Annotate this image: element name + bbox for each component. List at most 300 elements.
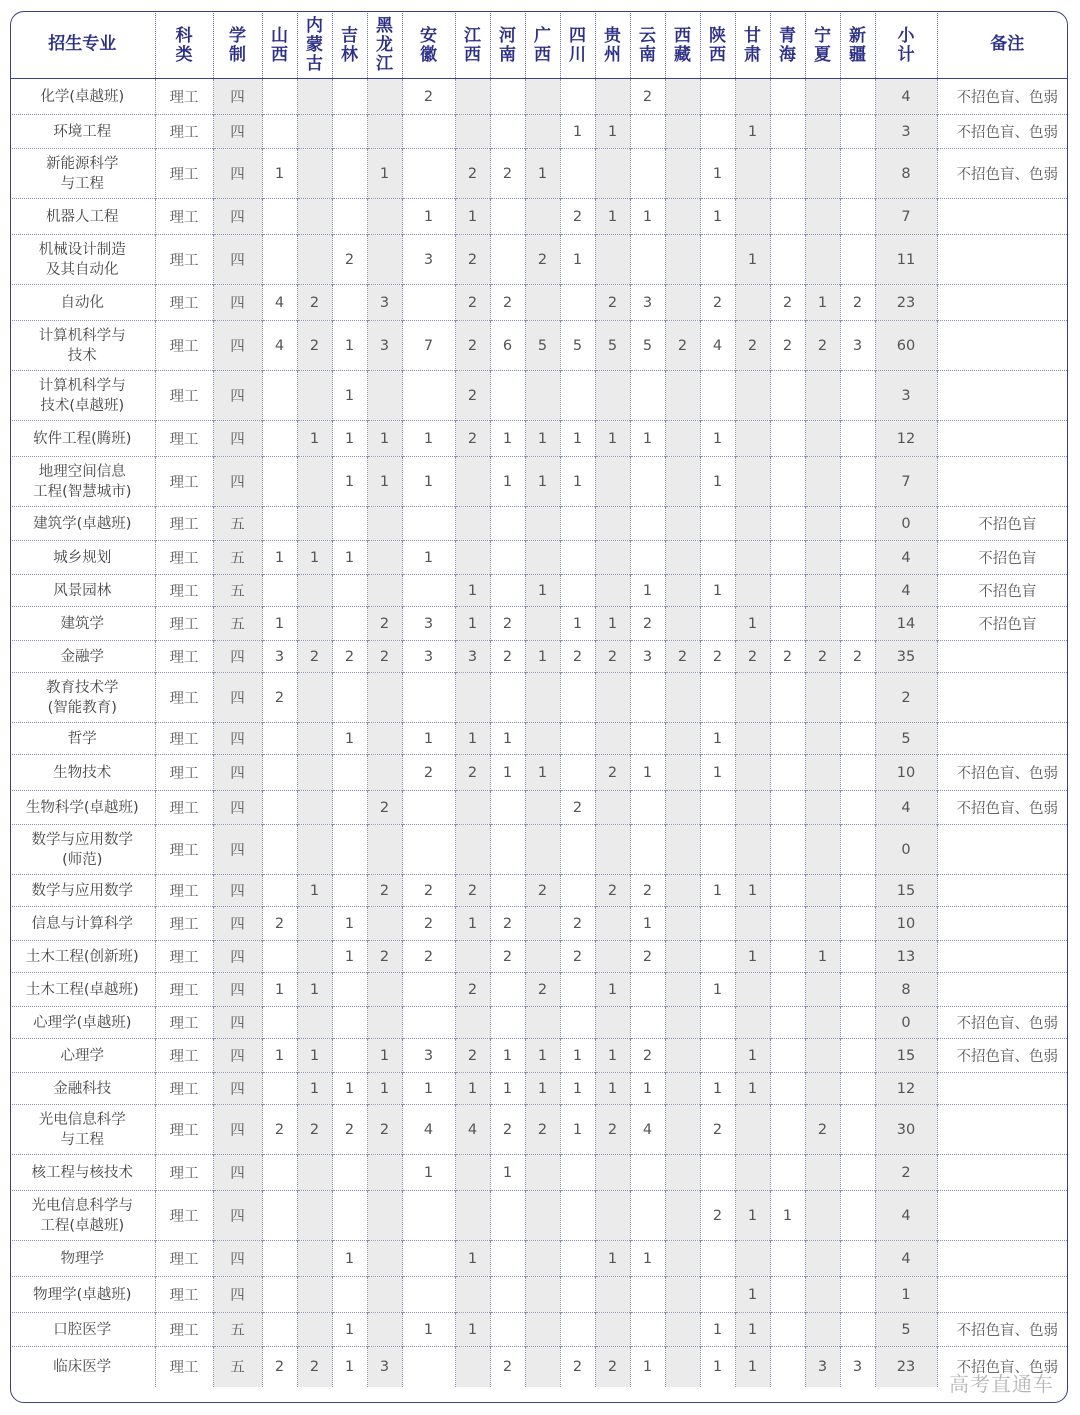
province-quota: 1: [490, 457, 525, 507]
major-name: 数学与应用数学 (师范): [10, 825, 155, 875]
province-quota: [490, 791, 525, 825]
province-quota: 1: [332, 907, 367, 941]
province-quota: 7: [402, 321, 455, 371]
major-name: 心理学(卓越班): [10, 1007, 155, 1039]
province-quota: [805, 575, 840, 607]
province-quota: [735, 199, 770, 235]
province-quota: [332, 507, 367, 541]
row-remark: 不招色盲、色弱: [937, 755, 1068, 791]
province-quota: 2: [595, 755, 630, 791]
province-quota: [367, 371, 402, 421]
province-quota: [630, 723, 665, 755]
province-quota: 2: [455, 1039, 490, 1073]
province-quota: [735, 507, 770, 541]
row-subtotal: 11: [875, 235, 937, 285]
row-remark: [937, 285, 1068, 321]
province-quota: 1: [332, 1347, 367, 1387]
study-duration: 五: [213, 541, 262, 575]
province-quota: 2: [525, 235, 560, 285]
major-name: 金融学: [10, 641, 155, 673]
enrollment-plan-table: [10, 11, 1068, 1387]
province-quota: [297, 1313, 332, 1347]
province-quota: 2: [297, 285, 332, 321]
subject-category: 理工: [155, 1191, 213, 1241]
province-quota: [700, 1277, 735, 1313]
study-duration: 四: [213, 1073, 262, 1105]
province-quota: [525, 791, 560, 825]
province-quota: 5: [595, 321, 630, 371]
province-quota: [455, 1277, 490, 1313]
province-quota: 1: [332, 371, 367, 421]
province-quota: [805, 507, 840, 541]
province-quota: [560, 755, 595, 791]
province-quota: [332, 199, 367, 235]
province-quota: 1: [630, 755, 665, 791]
province-quota: [455, 941, 490, 973]
row-subtotal: 5: [875, 723, 937, 755]
province-quota: [262, 371, 297, 421]
province-quota: 1: [262, 149, 297, 199]
row-remark: [937, 1073, 1068, 1105]
major-name: 机器人工程: [10, 199, 155, 235]
province-quota: [332, 79, 367, 115]
province-quota: [735, 755, 770, 791]
province-quota: [332, 1039, 367, 1073]
province-quota: [665, 673, 700, 723]
province-quota: 2: [297, 321, 332, 371]
province-quota: [665, 115, 700, 149]
province-quota: [665, 285, 700, 321]
table-row: [10, 321, 1068, 371]
province-quota: [455, 115, 490, 149]
subject-category: 理工: [155, 421, 213, 457]
province-quota: [490, 875, 525, 907]
province-quota: [262, 1241, 297, 1277]
province-quota: [367, 723, 402, 755]
row-subtotal: 8: [875, 973, 937, 1007]
province-quota: [402, 507, 455, 541]
province-quota: [297, 199, 332, 235]
province-quota: [735, 575, 770, 607]
province-quota: [665, 755, 700, 791]
province-quota: [455, 1347, 490, 1387]
province-quota: [367, 673, 402, 723]
province-quota: 2: [332, 1105, 367, 1155]
province-quota: 1: [332, 457, 367, 507]
province-quota: [560, 1241, 595, 1277]
study-duration: 四: [213, 723, 262, 755]
province-quota: [770, 1313, 805, 1347]
header-major: 招生专业: [10, 11, 155, 79]
province-quota: [525, 941, 560, 973]
province-quota: [262, 235, 297, 285]
province-quota: [840, 755, 875, 791]
table-row: [10, 723, 1068, 755]
province-quota: [840, 1241, 875, 1277]
major-name: 化学(卓越班): [40, 88, 125, 105]
study-duration: 四: [213, 825, 262, 875]
row-remark: [937, 973, 1068, 1007]
subject-category: 理工: [155, 973, 213, 1007]
province-quota: 3: [840, 1347, 875, 1387]
province-quota: 1: [367, 1039, 402, 1073]
province-quota: 2: [700, 641, 735, 673]
province-quota: [840, 607, 875, 641]
province-quota: [805, 149, 840, 199]
study-duration: 四: [213, 1007, 262, 1039]
row-remark: [937, 457, 1068, 507]
province-quota: 2: [595, 285, 630, 321]
table-row: [10, 1073, 1068, 1105]
province-quota: [770, 79, 805, 115]
major-name: 数学与应用数学: [10, 875, 155, 907]
province-quota: [770, 507, 805, 541]
province-quota: 1: [402, 1313, 455, 1347]
province-quota: 2: [262, 907, 297, 941]
province-quota: 1: [402, 1155, 455, 1191]
province-quota: 1: [560, 457, 595, 507]
province-quota: 2: [525, 1105, 560, 1155]
province-quota: [455, 1155, 490, 1191]
province-quota: [332, 607, 367, 641]
study-duration: 四: [213, 1241, 262, 1277]
province-quota: [297, 1007, 332, 1039]
province-quota: [297, 907, 332, 941]
header-province: 吉 林: [332, 11, 367, 79]
major-name: 城乡规划: [10, 541, 155, 575]
row-subtotal: 12: [875, 421, 937, 457]
province-quota: [455, 791, 490, 825]
province-quota: [805, 973, 840, 1007]
province-quota: [490, 199, 525, 235]
row-remark: [937, 825, 1068, 875]
subject-category: 理工: [155, 1313, 213, 1347]
province-quota: [770, 673, 805, 723]
header-province: 新 疆: [840, 11, 875, 79]
province-quota: 3: [805, 1347, 840, 1387]
province-quota: 2: [332, 235, 367, 285]
table-row: [10, 875, 1068, 907]
province-quota: [840, 421, 875, 457]
province-quota: [665, 199, 700, 235]
province-quota: 3: [262, 641, 297, 673]
province-quota: [262, 1277, 297, 1313]
province-quota: [630, 115, 665, 149]
province-quota: [840, 973, 875, 1007]
study-duration: 四: [213, 79, 262, 115]
province-quota: [332, 875, 367, 907]
table-row: [10, 825, 1068, 875]
province-quota: [297, 1155, 332, 1191]
province-quota: [525, 1277, 560, 1313]
study-duration: 五: [213, 1347, 262, 1387]
province-quota: [770, 875, 805, 907]
province-quota: [840, 907, 875, 941]
province-quota: 1: [402, 723, 455, 755]
province-quota: [770, 1155, 805, 1191]
province-quota: [525, 115, 560, 149]
province-quota: [297, 825, 332, 875]
table-row: [10, 1191, 1068, 1241]
province-quota: [805, 723, 840, 755]
row-remark: [937, 1277, 1068, 1313]
study-duration: 四: [213, 421, 262, 457]
header-province: 甘 肃: [735, 11, 770, 79]
province-quota: [840, 1007, 875, 1039]
province-quota: [840, 541, 875, 575]
major-name: 地理空间信息 工程(智慧城市): [10, 457, 155, 507]
study-duration: 四: [213, 149, 262, 199]
row-subtotal: 8: [875, 149, 937, 199]
province-quota: [297, 575, 332, 607]
province-quota: [262, 199, 297, 235]
province-quota: [262, 791, 297, 825]
province-quota: [297, 723, 332, 755]
province-quota: [525, 723, 560, 755]
province-quota: 1: [367, 421, 402, 457]
province-quota: 2: [455, 755, 490, 791]
province-quota: [805, 1155, 840, 1191]
row-remark: 不招色盲、色弱: [937, 1347, 1068, 1387]
province-quota: 1: [332, 541, 367, 575]
province-quota: 1: [735, 1039, 770, 1073]
province-quota: [560, 371, 595, 421]
province-quota: 4: [700, 321, 735, 371]
row-remark: [937, 1191, 1068, 1241]
province-quota: [560, 973, 595, 1007]
province-quota: 2: [630, 941, 665, 973]
province-quota: 3: [402, 641, 455, 673]
province-quota: 2: [560, 1347, 595, 1387]
row-remark: 不招色盲: [937, 575, 1068, 607]
province-quota: [332, 973, 367, 1007]
province-quota: [367, 1191, 402, 1241]
row-remark: 不招色盲: [937, 541, 1068, 575]
province-quota: 1: [735, 1313, 770, 1347]
study-duration: 五: [213, 607, 262, 641]
study-duration: 四: [213, 321, 262, 371]
header-province: 江 西: [455, 11, 490, 79]
province-quota: 6: [490, 321, 525, 371]
province-quota: [770, 371, 805, 421]
study-duration: 四: [213, 791, 262, 825]
major-name: 核工程与核技术: [10, 1155, 155, 1191]
row-subtotal: 13: [875, 941, 937, 973]
province-quota: [402, 115, 455, 149]
study-duration: 四: [213, 875, 262, 907]
table-row: [10, 1241, 1068, 1277]
province-quota: [297, 1241, 332, 1277]
row-remark: [937, 673, 1068, 723]
province-quota: 1: [735, 875, 770, 907]
province-quota: [455, 79, 490, 115]
province-quota: [402, 575, 455, 607]
province-quota: [735, 825, 770, 875]
province-quota: 1: [735, 235, 770, 285]
province-quota: [840, 791, 875, 825]
table-row: [10, 1313, 1068, 1347]
province-quota: [770, 607, 805, 641]
province-quota: [770, 575, 805, 607]
province-quota: [402, 1191, 455, 1241]
province-quota: [805, 1241, 840, 1277]
province-quota: [297, 673, 332, 723]
province-quota: [525, 1191, 560, 1241]
major-name: 软件工程(腾班): [10, 421, 155, 457]
province-quota: 3: [402, 235, 455, 285]
subject-category: 理工: [155, 1155, 213, 1191]
province-quota: [560, 541, 595, 575]
province-quota: [595, 825, 630, 875]
table-row: [10, 607, 1068, 641]
province-quota: [665, 1073, 700, 1105]
header-remarks: 备注: [937, 11, 1068, 79]
table-row: [10, 285, 1068, 321]
province-quota: [595, 673, 630, 723]
table-row: [10, 1105, 1068, 1155]
province-quota: [525, 907, 560, 941]
header-province: 内 蒙 古: [297, 11, 332, 79]
study-duration: 四: [213, 457, 262, 507]
province-quota: 1: [525, 641, 560, 673]
major-name: 风景园林: [10, 575, 155, 607]
province-quota: [560, 673, 595, 723]
province-quota: [332, 1155, 367, 1191]
province-quota: 1: [630, 575, 665, 607]
subject-category: 理工: [155, 321, 213, 371]
province-quota: 1: [630, 199, 665, 235]
row-remark: 不招色盲、色弱: [937, 149, 1068, 199]
province-quota: [525, 199, 560, 235]
row-subtotal: 7: [875, 457, 937, 507]
province-quota: [332, 115, 367, 149]
province-quota: 2: [490, 907, 525, 941]
province-quota: [455, 825, 490, 875]
province-quota: [630, 507, 665, 541]
province-quota: [770, 791, 805, 825]
study-duration: 四: [213, 1191, 262, 1241]
province-quota: [770, 199, 805, 235]
province-quota: [735, 973, 770, 1007]
province-quota: 2: [455, 285, 490, 321]
row-subtotal: 15: [875, 1039, 937, 1073]
province-quota: 2: [402, 875, 455, 907]
province-quota: [770, 755, 805, 791]
province-quota: 1: [595, 115, 630, 149]
province-quota: [805, 235, 840, 285]
row-subtotal: 23: [875, 1347, 937, 1387]
province-quota: 1: [630, 1241, 665, 1277]
subject-category: 理工: [155, 1241, 213, 1277]
province-quota: 5: [560, 321, 595, 371]
province-quota: [700, 79, 735, 115]
province-quota: [560, 1191, 595, 1241]
province-quota: [367, 507, 402, 541]
province-quota: [455, 457, 490, 507]
province-quota: [490, 507, 525, 541]
province-quota: 2: [367, 1105, 402, 1155]
row-subtotal: 10: [875, 755, 937, 791]
province-quota: 1: [595, 1039, 630, 1073]
province-quota: 2: [297, 1347, 332, 1387]
province-quota: 1: [455, 907, 490, 941]
province-quota: [770, 1277, 805, 1313]
province-quota: [367, 1241, 402, 1277]
subject-category: 理工: [155, 791, 213, 825]
province-quota: [262, 421, 297, 457]
province-quota: [595, 1155, 630, 1191]
province-quota: 2: [595, 1105, 630, 1155]
province-quota: [630, 1277, 665, 1313]
province-quota: 1: [490, 1155, 525, 1191]
province-quota: 1: [332, 321, 367, 371]
row-subtotal: 2: [875, 1155, 937, 1191]
study-duration: 四: [213, 115, 262, 149]
province-quota: [805, 421, 840, 457]
province-quota: [665, 941, 700, 973]
province-quota: 2: [595, 1347, 630, 1387]
major-name: 口腔医学: [10, 1313, 155, 1347]
province-quota: 1: [735, 115, 770, 149]
province-quota: 1: [805, 285, 840, 321]
province-quota: 1: [367, 457, 402, 507]
province-quota: [595, 1313, 630, 1347]
province-quota: [595, 907, 630, 941]
province-quota: [700, 941, 735, 973]
province-quota: [630, 541, 665, 575]
province-quota: [595, 235, 630, 285]
province-quota: [262, 941, 297, 973]
header-province: 青 海: [770, 11, 805, 79]
row-subtotal: 5: [875, 1313, 937, 1347]
subject-category: 理工: [155, 457, 213, 507]
province-quota: 1: [402, 1073, 455, 1105]
row-subtotal: 4: [875, 1191, 937, 1241]
province-quota: 1: [297, 421, 332, 457]
major-name: 金融科技: [10, 1073, 155, 1105]
row-remark: [937, 371, 1068, 421]
province-quota: [805, 825, 840, 875]
province-quota: [262, 1191, 297, 1241]
study-duration: 四: [213, 285, 262, 321]
province-quota: [595, 941, 630, 973]
province-quota: [525, 285, 560, 321]
province-quota: 2: [665, 321, 700, 371]
province-quota: 2: [455, 149, 490, 199]
province-quota: 2: [560, 199, 595, 235]
province-quota: [805, 79, 840, 115]
table-row: [10, 115, 1068, 149]
row-remark: [937, 321, 1068, 371]
province-quota: [297, 941, 332, 973]
province-quota: [840, 1277, 875, 1313]
province-quota: [297, 1277, 332, 1313]
study-duration: 四: [213, 1277, 262, 1313]
province-quota: 1: [735, 1073, 770, 1105]
province-quota: 2: [367, 641, 402, 673]
province-quota: 1: [735, 607, 770, 641]
study-duration: 四: [213, 1105, 262, 1155]
province-quota: 2: [595, 641, 630, 673]
subject-category: 理工: [155, 1073, 213, 1105]
province-quota: 2: [367, 941, 402, 973]
province-quota: [402, 149, 455, 199]
province-quota: [665, 1039, 700, 1073]
province-quota: 1: [525, 149, 560, 199]
province-quota: [297, 507, 332, 541]
province-quota: [805, 1073, 840, 1105]
province-quota: [490, 371, 525, 421]
